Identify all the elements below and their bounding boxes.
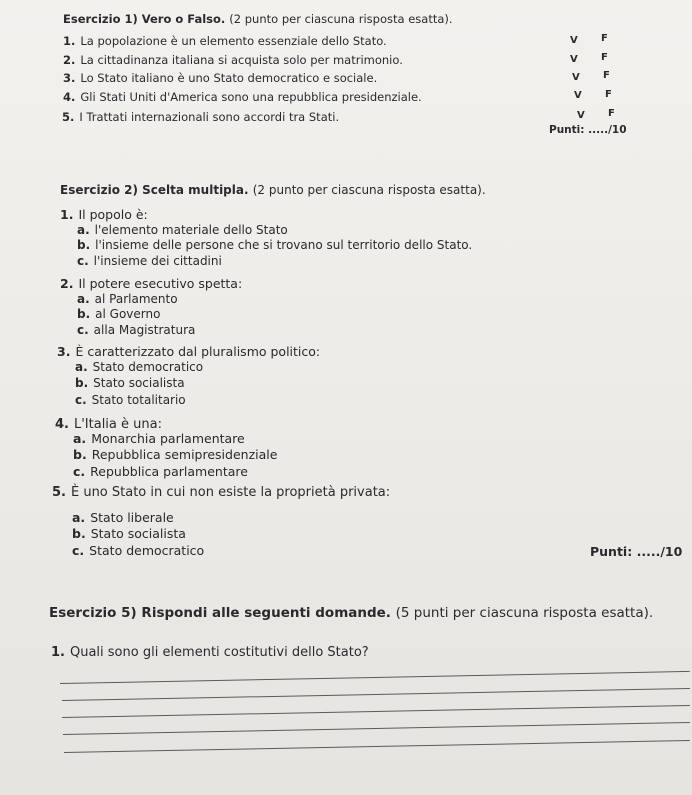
- mc-5-option-c[interactable]: c. Stato democratico: [72, 543, 205, 558]
- answer-line[interactable]: [60, 671, 690, 684]
- mc-2-option-a[interactable]: a. al Parlamento: [77, 292, 178, 306]
- mc-3-option-c[interactable]: c. Stato totalitario: [75, 393, 186, 407]
- tf-1-v[interactable]: V: [570, 35, 578, 46]
- tf-question-4: 4. Gli Stati Uniti d'America sono una repubblica presidenziale.: [63, 90, 422, 104]
- answer-line[interactable]: [63, 722, 690, 735]
- mc-question-3: 3. È caratterizzato dal pluralismo politico:: [57, 344, 321, 359]
- tf-4-f[interactable]: F: [605, 89, 612, 100]
- mc-4-option-b[interactable]: b. Repubblica semipresidenziale: [73, 447, 278, 462]
- mc-question-4: 4. L'Italia è una:: [55, 417, 162, 432]
- mc-4-option-a[interactable]: a. Monarchia parlamentare: [73, 431, 245, 446]
- answer-line[interactable]: [62, 688, 690, 701]
- exercise2-heading: [60, 183, 486, 197]
- tf-2-f[interactable]: F: [601, 52, 608, 63]
- tf-5-v[interactable]: V: [577, 110, 585, 121]
- answer-line[interactable]: [62, 705, 690, 718]
- mc-1-option-a[interactable]: a. l'elemento materiale dello Stato: [77, 223, 288, 237]
- exercise1-title: Esercizio 1) Vero o Falso.: [63, 12, 226, 26]
- exercise5-instruction: (5 punti per ciascuna risposta esatta).: [395, 605, 654, 621]
- exercise2-instruction: (2 punto per ciascuna risposta esatta).: [252, 183, 486, 197]
- tf-question-3: 3. Lo Stato italiano è uno Stato democratico e sociale.: [63, 71, 378, 85]
- exercise1-heading: [63, 12, 453, 26]
- open-question-1: 1. Quali sono gli elementi costitutivi dello Stato?: [51, 645, 369, 660]
- tf-question-1: 1. La popolazione è un elemento essenziale dello Stato.: [63, 34, 387, 48]
- tf-1-f[interactable]: F: [601, 33, 608, 44]
- tf-question-2: 2. La cittadinanza italiana si acquista solo per matrimonio.: [63, 53, 403, 67]
- exercise5-title: Esercizio 5) Rispondi alle seguenti domande.: [49, 605, 391, 621]
- mc-5-option-a[interactable]: a. Stato liberale: [72, 510, 174, 525]
- tf-question-5: 5. I Trattati internazionali sono accordi tra Stati.: [62, 110, 340, 124]
- tf-3-f[interactable]: F: [603, 70, 610, 81]
- mc-question-5: 5. È uno Stato in cui non esiste la proprietà privata:: [52, 485, 391, 500]
- mc-5-option-b[interactable]: b. Stato socialista: [72, 526, 186, 541]
- exercise1-instruction: (2 punto per ciascuna risposta esatta).: [229, 12, 453, 26]
- tf-5-f[interactable]: F: [608, 108, 615, 119]
- tf-4-v[interactable]: V: [574, 90, 582, 101]
- exercise2-title: Esercizio 2) Scelta multipla.: [60, 183, 249, 197]
- exercise5-heading: [49, 605, 653, 621]
- mc-1-option-b[interactable]: b. l'insieme delle persone che si trovano sul territorio dello Stato.: [77, 238, 473, 252]
- exercise2-score: Punti: ...../10: [590, 544, 683, 559]
- mc-3-option-a[interactable]: a. Stato democratico: [75, 360, 204, 374]
- mc-question-2: 2. Il potere esecutivo spetta:: [60, 276, 243, 291]
- answer-line[interactable]: [64, 740, 690, 753]
- mc-2-option-c[interactable]: c. alla Magistratura: [77, 323, 196, 337]
- mc-2-option-b[interactable]: b. al Governo: [77, 307, 161, 321]
- mc-1-option-c[interactable]: c. l'insieme dei cittadini: [77, 254, 222, 268]
- mc-4-option-c[interactable]: c. Repubblica parlamentare: [73, 464, 248, 479]
- tf-2-v[interactable]: V: [570, 54, 578, 65]
- mc-question-1: 1. Il popolo è:: [60, 207, 148, 222]
- tf-3-v[interactable]: V: [572, 72, 580, 83]
- mc-3-option-b[interactable]: b. Stato socialista: [75, 376, 185, 390]
- exercise1-score: Punti: ...../10: [549, 124, 627, 136]
